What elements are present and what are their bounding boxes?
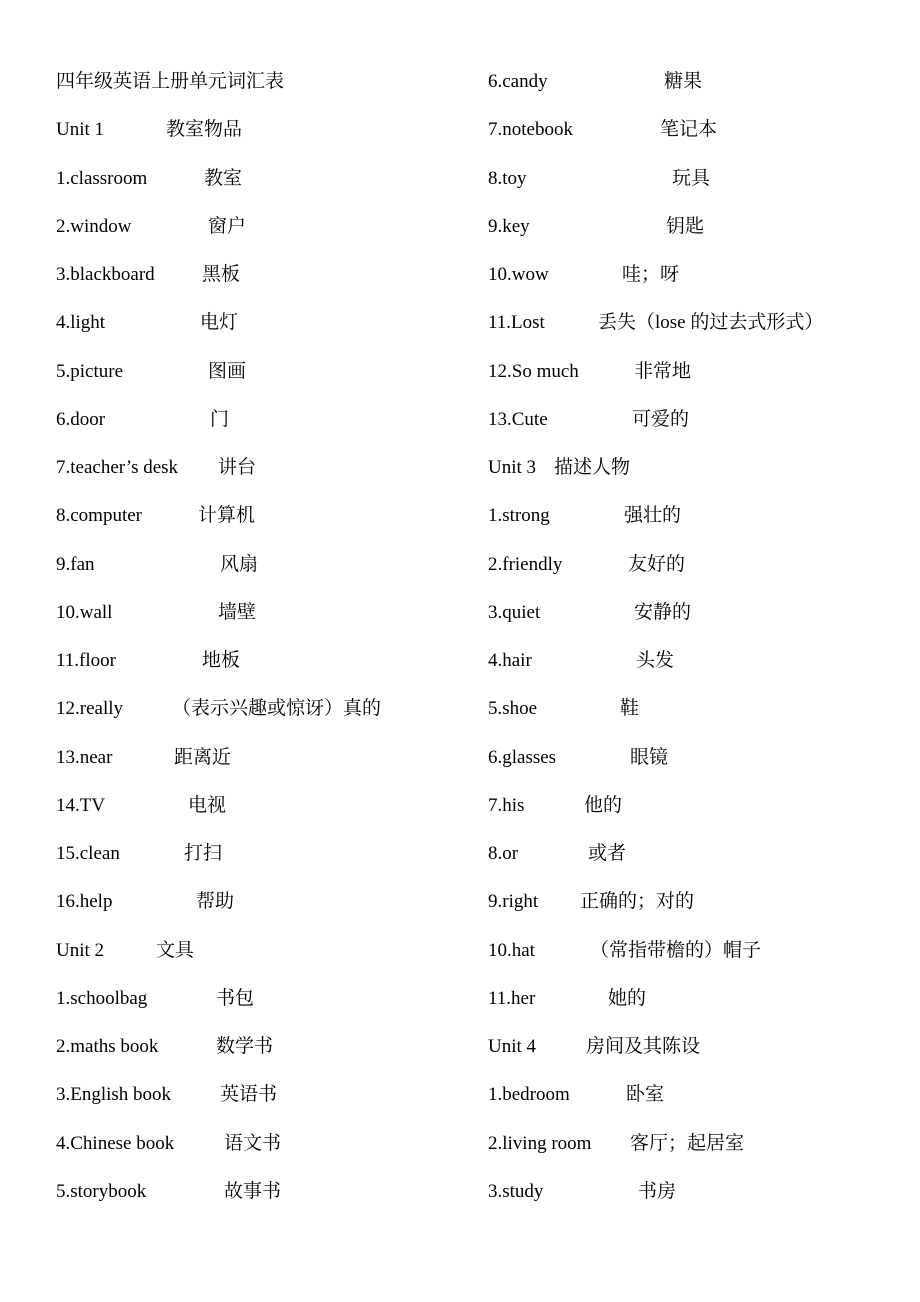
chinese-meaning: 正确的；对的	[580, 891, 695, 913]
english-word: 9.fan	[56, 553, 95, 575]
chinese-meaning: 风扇	[220, 553, 259, 575]
english-word: 12.So much	[488, 360, 579, 382]
english-word: 1.bedroom	[488, 1084, 570, 1106]
vocab-entry	[56, 975, 476, 1023]
chinese-meaning: 他的	[584, 794, 623, 816]
chinese-meaning: 安静的	[634, 601, 692, 623]
vocab-entry	[488, 251, 908, 299]
english-word: 10.hat	[488, 939, 535, 961]
chinese-meaning: 图画	[208, 360, 247, 382]
chinese-meaning: 卧室	[626, 1084, 665, 1106]
vocab-entry	[488, 203, 908, 251]
chinese-meaning: 眼镜	[630, 746, 669, 768]
english-word: 16.help	[56, 891, 113, 913]
english-word: 13.Cute	[488, 408, 548, 430]
vocab-entry	[56, 734, 476, 782]
vocab-entry	[56, 492, 476, 540]
unit-heading	[56, 927, 476, 975]
unit-label: Unit 1	[56, 119, 105, 141]
english-word: 9.right	[488, 891, 539, 913]
vocab-entry	[488, 589, 908, 637]
english-word: 10.wall	[56, 601, 113, 623]
english-word: 5.shoe	[488, 698, 538, 720]
chinese-meaning: 强壮的	[624, 505, 682, 527]
english-word: 8.or	[488, 843, 519, 864]
english-word: 6.candy	[488, 71, 548, 92]
chinese-meaning: 书包	[216, 987, 255, 1009]
vocab-entry	[56, 541, 476, 589]
chinese-meaning: 可爱的	[632, 408, 690, 430]
english-word: 8.toy	[488, 167, 527, 189]
vocab-entry	[488, 782, 908, 830]
chinese-meaning: 笔记本	[660, 119, 718, 141]
chinese-meaning: 钥匙	[666, 215, 705, 237]
vocab-entry	[488, 1071, 908, 1119]
english-word: 3.English book	[56, 1084, 172, 1106]
chinese-meaning: 鞋	[620, 698, 640, 720]
vocab-entry	[56, 251, 476, 299]
english-word: 11.her	[488, 987, 536, 1009]
vocab-entry	[56, 1071, 476, 1119]
chinese-meaning: 电灯	[200, 312, 239, 334]
english-word: 4.hair	[488, 650, 532, 671]
unit-topic: 描述人物	[554, 457, 631, 478]
english-word: 11.Lost	[488, 312, 545, 334]
english-word: 3.quiet	[488, 601, 541, 623]
chinese-meaning: 友好的	[628, 553, 686, 575]
vocab-entry	[56, 637, 476, 685]
chinese-meaning: 电视	[188, 794, 227, 816]
vocab-entry	[488, 927, 908, 975]
english-word: 8.computer	[56, 505, 143, 527]
chinese-meaning: 讲台	[218, 457, 257, 478]
english-word: 2.friendly	[488, 553, 563, 575]
chinese-meaning: 英语书	[220, 1084, 278, 1106]
vocab-entry	[56, 685, 476, 733]
english-word: 6.door	[56, 408, 106, 430]
english-word: 2.maths book	[56, 1036, 159, 1057]
chinese-meaning: 墙壁	[218, 601, 257, 623]
english-word: 14.TV	[56, 794, 106, 816]
english-word: 9.key	[488, 215, 530, 237]
vocab-entry	[488, 830, 908, 878]
vocab-entry	[488, 58, 908, 106]
vocab-entry	[56, 830, 476, 878]
chinese-meaning: 计算机	[198, 505, 256, 527]
english-word: 5.storybook	[56, 1180, 147, 1202]
vocab-entry	[56, 396, 476, 444]
vocab-entry	[56, 1168, 476, 1216]
vocab-entry	[488, 348, 908, 396]
english-word: 7.notebook	[488, 119, 573, 141]
english-word: 1.classroom	[56, 167, 148, 189]
english-word: 4.Chinese book	[56, 1132, 175, 1154]
page-title	[56, 58, 476, 106]
vocab-entry	[56, 348, 476, 396]
chinese-meaning: 窗户	[208, 215, 247, 237]
chinese-meaning: 哇；呀	[622, 264, 680, 285]
vocab-entry	[488, 155, 908, 203]
unit-topic: 教室物品	[166, 119, 243, 141]
unit-heading	[488, 1023, 908, 1071]
vocab-entry	[56, 1023, 476, 1071]
english-word: 3.study	[488, 1180, 544, 1202]
english-word: 4.light	[56, 312, 106, 334]
chinese-meaning: 她的	[608, 987, 647, 1009]
chinese-meaning: 门	[210, 408, 230, 430]
vocab-entry	[488, 975, 908, 1023]
chinese-meaning: 打扫	[184, 843, 223, 864]
chinese-meaning: 地板	[202, 650, 241, 671]
chinese-meaning: 玩具	[672, 167, 711, 189]
chinese-meaning: 或者	[588, 843, 627, 864]
vocab-entry	[56, 444, 476, 492]
chinese-meaning: 帮助	[196, 891, 235, 913]
vocab-entry	[56, 1120, 476, 1168]
english-word: 5.picture	[56, 360, 124, 382]
vocab-entry	[56, 782, 476, 830]
vocab-entry	[56, 589, 476, 637]
chinese-meaning: 距离近	[174, 746, 232, 768]
vocab-entry	[488, 106, 908, 154]
english-word: 2.window	[56, 215, 132, 237]
chinese-meaning: 丢失（lose 的过去式形式）	[598, 312, 824, 334]
english-word: 10.wow	[488, 264, 549, 285]
chinese-meaning: 故事书	[224, 1180, 282, 1202]
vocab-entry	[488, 734, 908, 782]
chinese-meaning: 教室	[204, 167, 243, 189]
vocab-entry	[488, 1168, 908, 1216]
english-word: 2.living room	[488, 1132, 592, 1154]
chinese-meaning: 非常地	[634, 360, 692, 382]
chinese-meaning: 语文书	[224, 1132, 282, 1154]
english-word: 15.clean	[56, 843, 120, 864]
chinese-meaning: 书房	[638, 1180, 677, 1202]
chinese-meaning: （常指带檐的）帽子	[590, 939, 762, 961]
vocab-entry	[488, 541, 908, 589]
english-word: 6.glasses	[488, 746, 557, 768]
vocab-entry	[56, 299, 476, 347]
unit-topic: 文具	[156, 939, 195, 961]
vocab-column-right	[488, 58, 908, 1216]
unit-label: Unit 4	[488, 1036, 537, 1057]
vocab-entry	[488, 685, 908, 733]
english-word: 12.really	[56, 698, 124, 720]
vocab-entry	[56, 203, 476, 251]
chinese-meaning: 数学书	[216, 1036, 274, 1057]
vocab-entry	[488, 1120, 908, 1168]
english-word: 13.near	[56, 746, 113, 768]
chinese-meaning: 糖果	[664, 71, 703, 92]
vocab-entry	[488, 492, 908, 540]
chinese-meaning: 黑板	[202, 264, 241, 285]
vocab-entry	[488, 637, 908, 685]
unit-topic: 房间及其陈设	[586, 1036, 701, 1057]
unit-label: Unit 2	[56, 939, 105, 961]
vocab-entry	[488, 396, 908, 444]
english-word: 7.teacher’s desk	[56, 457, 179, 478]
title-text: 四年级英语上册单元词汇表	[56, 71, 285, 92]
unit-heading	[56, 106, 476, 154]
english-word: 7.his	[488, 794, 525, 816]
chinese-meaning: （表示兴趣或惊讶）真的	[172, 698, 382, 720]
english-word: 11.floor	[56, 650, 116, 671]
chinese-meaning: 客厅；起居室	[630, 1132, 745, 1154]
unit-label: Unit 3	[488, 457, 537, 478]
vocab-column-left	[56, 58, 476, 1216]
vocab-entry	[56, 155, 476, 203]
english-word: 1.strong	[488, 505, 550, 527]
english-word: 3.blackboard	[56, 264, 155, 285]
vocab-entry	[488, 878, 908, 926]
english-word: 1.schoolbag	[56, 987, 148, 1009]
chinese-meaning: 头发	[636, 650, 675, 671]
unit-heading	[488, 444, 908, 492]
vocab-entry	[56, 878, 476, 926]
vocab-entry	[488, 299, 908, 347]
